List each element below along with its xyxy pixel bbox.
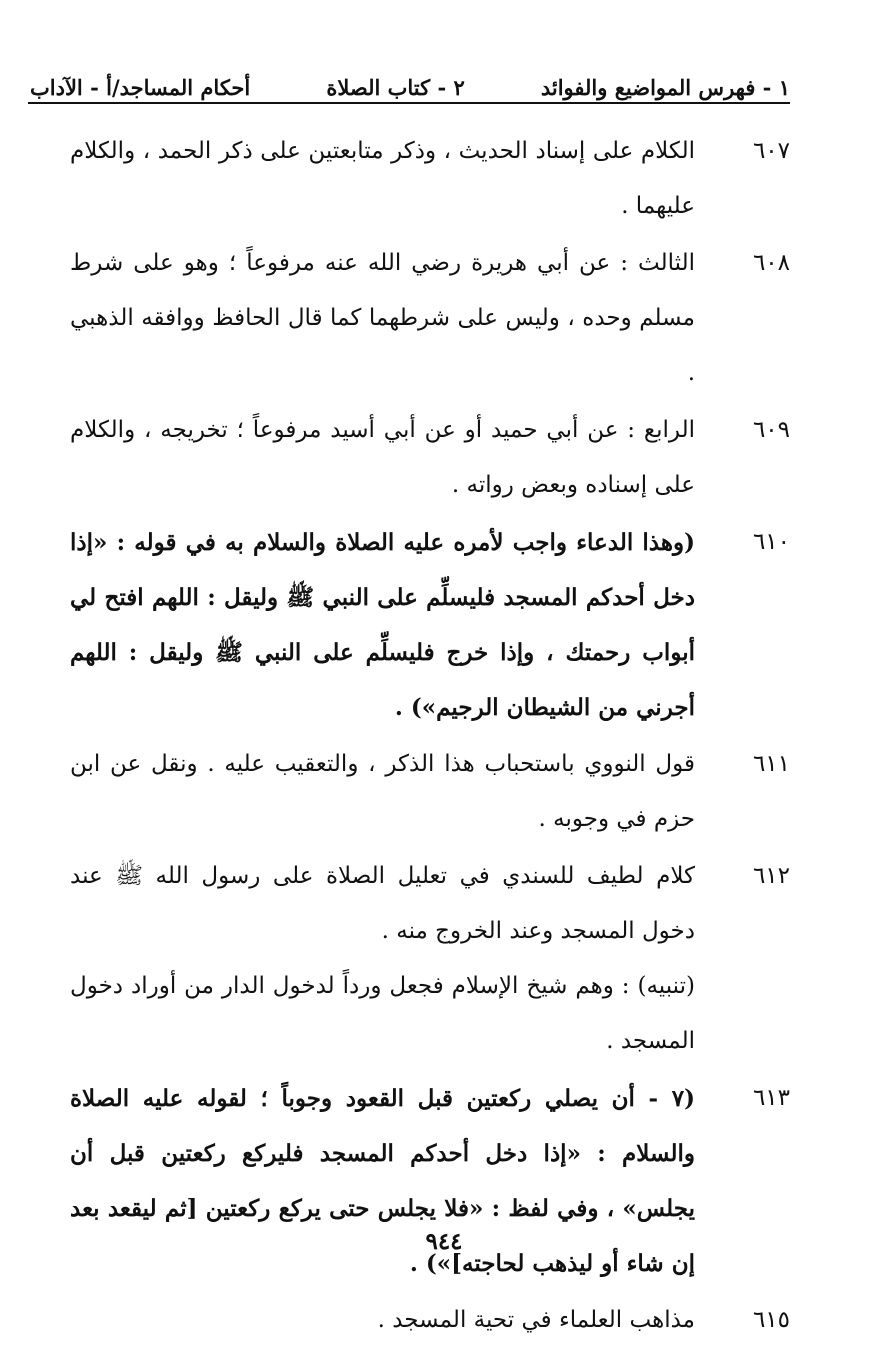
entry-text [70, 737, 695, 847]
entry-number: ٦١٢ [752, 863, 790, 889]
entry-number: ٦١٠ [752, 529, 790, 555]
running-head [30, 60, 790, 100]
entry-number: ٦١١ [752, 751, 790, 777]
entry-text [70, 236, 695, 401]
entry-text [70, 1293, 695, 1348]
entry-text [70, 849, 695, 1069]
entry-text [70, 403, 695, 513]
index-entries [70, 124, 790, 1350]
running-head-left: أحكام المساجد/أ - الآداب [30, 75, 251, 100]
entry-paragraph: الرابع : عن أبي حميد أو عن أبي أسيد مرفوعاً ؛ تخريجه ، والكلام على إسناده وبعض رواته . [70, 417, 695, 498]
entry-paragraph: (٧ - أن يصلي ركعتين قبل القعود وجوباً ؛ لقوله عليه الصلاة والسلام : «إذا دخل أحدكم المسجد فليركع ركعتين قبل أن يجلس» ، وفي لفظ : «فلا يجلس حتى يركع ركعتين [ثم ليقعد بعد إن شاء أو ليذهب لحاجته]») . [70, 1085, 695, 1277]
running-head-center: ٢ - كتاب الصلاة [326, 75, 465, 100]
entry-text [70, 124, 695, 234]
entry-number: ٦٠٧ [752, 138, 790, 164]
entry-paragraph: (وهذا الدعاء واجب لأمره عليه الصلاة والسلام به في قوله : «إذا دخل أحدكم المسجد فليسلِّم على النبي ﷺ وليقل : اللهم افتح لي أبواب رحمتك ، وإذا خرج فليسلِّم على النبي ﷺ وليقل : اللهم أجرني من الشيطان الرجيم») . [70, 529, 695, 721]
entry-number: ٦٠٨ [752, 250, 790, 276]
index-entry [70, 124, 790, 234]
index-entry [70, 1071, 790, 1291]
entry-paragraph: قول النووي باستحباب هذا الذكر ، والتعقيب عليه . ونقل عن ابن حزم في وجوبه . [70, 751, 695, 832]
entry-paragraph: مذاهب العلماء في تحية المسجد . [377, 1307, 695, 1333]
entry-paragraph: كلام لطيف للسندي في تعليل الصلاة على رسول الله ﷺ عند دخول المسجد وعند الخروج منه . [70, 863, 695, 944]
index-entry [70, 515, 790, 735]
header-rule [28, 102, 790, 104]
entry-number: ٦١٣ [752, 1085, 790, 1111]
index-entry [70, 403, 790, 513]
entry-number: ٦١٥ [752, 1307, 790, 1333]
index-entry [70, 236, 790, 401]
index-entry [70, 1293, 790, 1348]
page-number: ٩٤٤ [425, 1228, 463, 1255]
entry-number: ٦٠٩ [752, 417, 790, 443]
index-entry [70, 849, 790, 1069]
running-head-right: ١ - فهرس المواضيع والفوائد [540, 75, 790, 100]
entry-paragraph: (تنبيه) : وهم شيخ الإسلام فجعل ورداً لدخول الدار من أوراد دخول المسجد . [70, 973, 695, 1054]
entry-text [70, 515, 695, 735]
entry-paragraph: الثالث : عن أبي هريرة رضي الله عنه مرفوعاً ؛ وهو على شرط مسلم وحده ، وليس على شرطهما كما قال الحافظ ووافقه الذهبي . [70, 250, 695, 386]
entry-paragraph: الكلام على إسناد الحديث ، وذكر متابعتين على ذكر الحمد ، والكلام عليهما . [70, 138, 695, 219]
entry-text [70, 1071, 695, 1291]
index-entry [70, 737, 790, 847]
